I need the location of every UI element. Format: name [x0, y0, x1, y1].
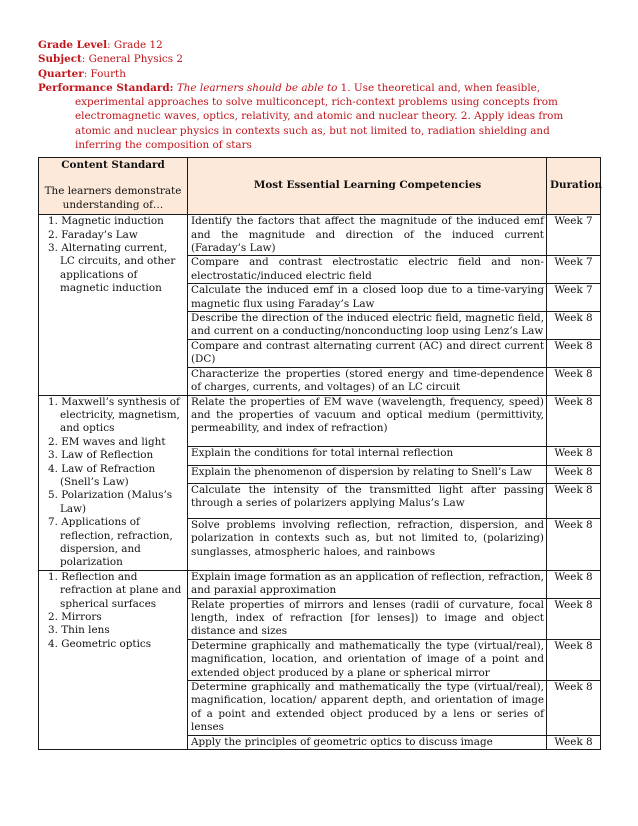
content-standard-cell: [39, 215, 188, 395]
duration-cell: Week 8: [547, 367, 601, 395]
competency-cell: Calculate the intensity of the transmitted light after passing through a series of polarizers applying Malus’s Law: [188, 483, 547, 518]
performance-standard-label: Performance Standard:: [38, 81, 174, 94]
content-list: [42, 215, 185, 295]
duration-cell: Week 8: [547, 447, 601, 465]
subject-line: [38, 52, 598, 66]
grade-level-line: [38, 38, 598, 52]
duration-cell: Week 7: [547, 215, 601, 256]
table-body: [39, 215, 601, 750]
performance-standard: [38, 81, 598, 152]
content-item: 1. Reflection and refraction at plane and spherical surfaces: [48, 570, 182, 610]
content-item: 1. Magnetic induction: [48, 215, 164, 228]
competency-cell: Explain the conditions for total internal reflection: [188, 447, 547, 465]
content-item: 3. Alternating current, LC circuits, and other applications of magnetic induction: [48, 242, 176, 295]
duration-cell: Week 8: [547, 465, 601, 483]
content-standard-cell: [39, 395, 188, 570]
content-standard-header: [39, 158, 188, 215]
quarter-value: : Fourth: [83, 67, 126, 80]
competency-cell: Identify the factors that affect the magnitude of the induced emf and the magnitude and direction of the induced current (Faraday’s Law): [188, 215, 547, 256]
content-item: 1. Maxwell’s synthesis of electricity, magnetism, and optics: [48, 395, 180, 435]
subject-label: Subject: [38, 53, 82, 66]
content-standard-subtitle: The learners demonstrate understanding of…: [44, 185, 182, 211]
duration-cell: Week 8: [547, 312, 601, 340]
content-item: 2. EM waves and light: [48, 435, 166, 448]
table-row: [39, 570, 601, 598]
quarter-line: [38, 67, 598, 81]
content-standard-title: Content Standard: [61, 159, 165, 171]
table-header-row: [39, 158, 601, 215]
content-item: 2. Faraday’s Law: [48, 228, 138, 241]
content-item: 2. Mirrors: [48, 611, 102, 623]
competency-cell: Determine graphically and mathematically the type (virtual/real), magnification, location, and orientation of image of a point and extended object produced by a plane or spherical mirror: [188, 639, 547, 680]
competency-cell: Explain image formation as an application of reflection, refraction, and paraxial approximation: [188, 570, 547, 598]
document-header: [38, 38, 598, 152]
duration-cell: Week 8: [547, 681, 601, 736]
competency-cell: Compare and contrast alternating current (AC) and direct current (DC): [188, 339, 547, 367]
content-item: 5. Polarization (Malus’s Law): [48, 489, 173, 515]
duration-header: Duration: [547, 158, 601, 215]
duration-cell: Week 8: [547, 598, 601, 639]
duration-cell: Week 8: [547, 735, 601, 749]
quarter-label: Quarter: [38, 67, 84, 80]
table-row: [39, 215, 601, 256]
content-item: 4. Law of Refraction (Snell’s Law): [48, 462, 156, 488]
subject-value: : General Physics 2: [81, 53, 183, 66]
competency-cell: Characterize the properties (stored energy and time-dependence of charges, currents, and voltages) of an LC circuit: [188, 367, 547, 395]
content-list: [42, 571, 185, 651]
competency-cell: Apply the principles of geometric optics to discuss image: [188, 735, 547, 749]
duration-cell: Week 8: [547, 395, 601, 447]
competency-cell: Calculate the induced emf in a closed loop due to a time-varying magnetic flux using Faraday’s Law: [188, 284, 547, 312]
duration-cell: Week 8: [547, 339, 601, 367]
table-row: [39, 395, 601, 447]
duration-cell: Week 7: [547, 256, 601, 284]
performance-standard-intro: The learners should be able to: [176, 81, 338, 94]
content-list: [42, 396, 185, 570]
grade-level-value: : Grade 12: [107, 39, 163, 51]
grade-level-label: Grade Level: [38, 39, 108, 51]
competency-cell: Relate properties of mirrors and lenses (radii of curvature, focal length, index of refraction [for lenses]) to image and object distance and sizes: [188, 598, 547, 639]
content-item: 4. Geometric optics: [48, 637, 152, 650]
performance-standard-first: 1. Use theoretical and, when feasible,: [337, 81, 541, 94]
competencies-header: Most Essential Learning Competencies: [188, 158, 547, 215]
competency-cell: Determine graphically and mathematically the type (virtual/real), magnification, location/ apparent depth, and orientation of image of a point and extended object produced by a lens or series of lenses: [188, 681, 547, 736]
duration-cell: Week 7: [547, 284, 601, 312]
content-item: 3. Law of Reflection: [48, 449, 154, 462]
content-standard-cell: [39, 570, 188, 749]
duration-cell: Week 8: [547, 570, 601, 598]
content-item: 7. Applications of reflection, refraction, dispersion, and polarization: [48, 516, 173, 569]
competency-cell: Relate the properties of EM wave (wavelength, frequency, speed) and the properties of vacuum and optical medium (permittivity, permeability, and index of refraction): [188, 395, 547, 447]
duration-cell: Week 8: [547, 518, 601, 570]
content-item: 3. Thin lens: [48, 624, 110, 637]
duration-cell: Week 8: [547, 483, 601, 518]
competency-cell: Explain the phenomenon of dispersion by relating to Snell’s Law: [188, 465, 547, 483]
performance-standard-text: experimental approaches to solve multiconcept, rich-context problems using concepts from electromagnetic waves, optics, relativity, and atomic and nuclear theory. 2. Apply ideas from atomic and nuclear physics in contexts such as, but not limited to, radiation shielding and inferring the composition of stars: [75, 96, 564, 152]
competency-cell: Describe the direction of the induced electric field, magnetic field, and current on a conducting/nonconducting loop using Lenz’s Law: [188, 312, 547, 340]
duration-cell: Week 8: [547, 639, 601, 680]
competency-cell: Solve problems involving reflection, refraction, dispersion, and polarization in contexts such as, but not limited to, (polarizing) sunglasses, atmospheric haloes, and rainbows: [188, 518, 547, 570]
competency-cell: Compare and contrast electrostatic electric field and non-electrostatic/induced electric field: [188, 256, 547, 284]
competencies-table: [38, 157, 601, 750]
